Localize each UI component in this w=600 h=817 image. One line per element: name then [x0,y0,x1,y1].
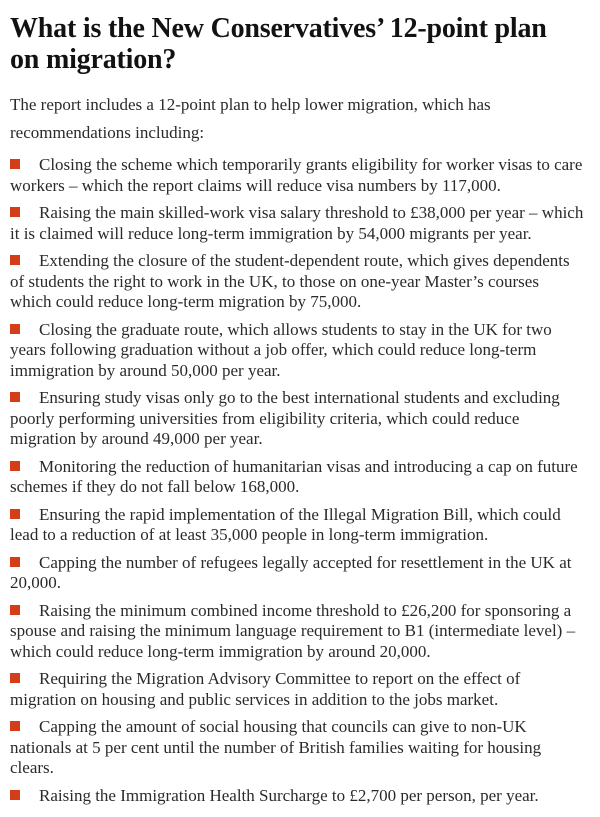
bullet-item [10,669,584,710]
bullet-square-icon [10,159,20,169]
bullet-item [10,388,584,450]
bullet-text: Raising the minimum combined income threshold to £26,200 for sponsoring a spouse and raising the minimum language requirement to B1 (intermediate level) – which could reduce long-term immigration by around 20,000. [10,600,576,661]
bullet-square-icon [10,461,20,471]
bullet-square-icon [10,207,20,217]
bullet-square-icon [10,509,20,519]
bullet-text: Ensuring study visas only go to the best international students and excluding poorly performing universities from eligibility criteria, which could reduce migration by around 49,000 per year. [10,388,560,448]
bullet-text: Capping the number of refugees legally accepted for resettlement in the UK at 20,000. [10,552,572,592]
bullet-item [10,505,584,546]
bullet-item [10,601,584,663]
bullet-square-icon [10,721,20,731]
bullet-item [10,717,584,779]
intro-paragraph: The report includes a 12-point plan to help lower migration, which has recommendations including: [10,95,491,142]
bullet-text: Closing the graduate route, which allows students to stay in the UK for two years following graduation without a job offer, which could reduce long-term immigration by around 50,000 per year. [10,319,552,380]
bullet-item [10,251,584,313]
bullet-item [10,203,584,244]
bullet-square-icon [10,673,20,683]
bullet-text: Capping the amount of social housing that councils can give to non-UK nationals at 5 per cent until the number of British families waiting for housing clears. [10,717,542,777]
bullet-square-icon [10,324,20,334]
bullet-item [10,320,584,382]
bullet-item [10,457,584,498]
bullet-square-icon [10,605,20,615]
bullet-square-icon [10,790,20,800]
bullet-square-icon [10,255,20,265]
bullet-item [10,553,584,594]
bullet-text: Requiring the Migration Advisory Committee to report on the effect of migration on housing and public services in addition to the jobs market. [10,669,521,709]
bullet-item [10,155,584,196]
bullet-text: Ensuring the rapid implementation of the Illegal Migration Bill, which could lead to a reduction of at least 35,000 people in long-term immigration. [10,504,561,544]
bullet-text: Extending the closure of the student-dependent route, which gives dependents of students the right to work in the UK, to those on one-year Master’s courses which could reduce long-term migration by 75,000. [10,251,570,311]
bullet-square-icon [10,557,20,567]
bullet-item [10,786,584,807]
section-heading: What is the New Conservatives’ 12-point plan on migration? [10,13,547,75]
bullet-text: Monitoring the reduction of humanitarian visas and introducing a cap on future schemes if they do not fall below 168,000. [10,456,578,496]
bullet-square-icon [10,392,20,402]
bullet-text: Raising the main skilled-work visa salary threshold to £38,000 per year – which it is claimed will reduce long-term immigration by 54,000 migrants per year. [10,203,584,243]
bullet-text: Raising the Immigration Health Surcharge to £2,700 per person, per year. [39,785,539,805]
bullet-list [10,155,584,806]
bullet-text: Closing the scheme which temporarily grants eligibility for worker visas to care workers – which the report claims will reduce visa numbers by 117,000. [10,155,583,195]
